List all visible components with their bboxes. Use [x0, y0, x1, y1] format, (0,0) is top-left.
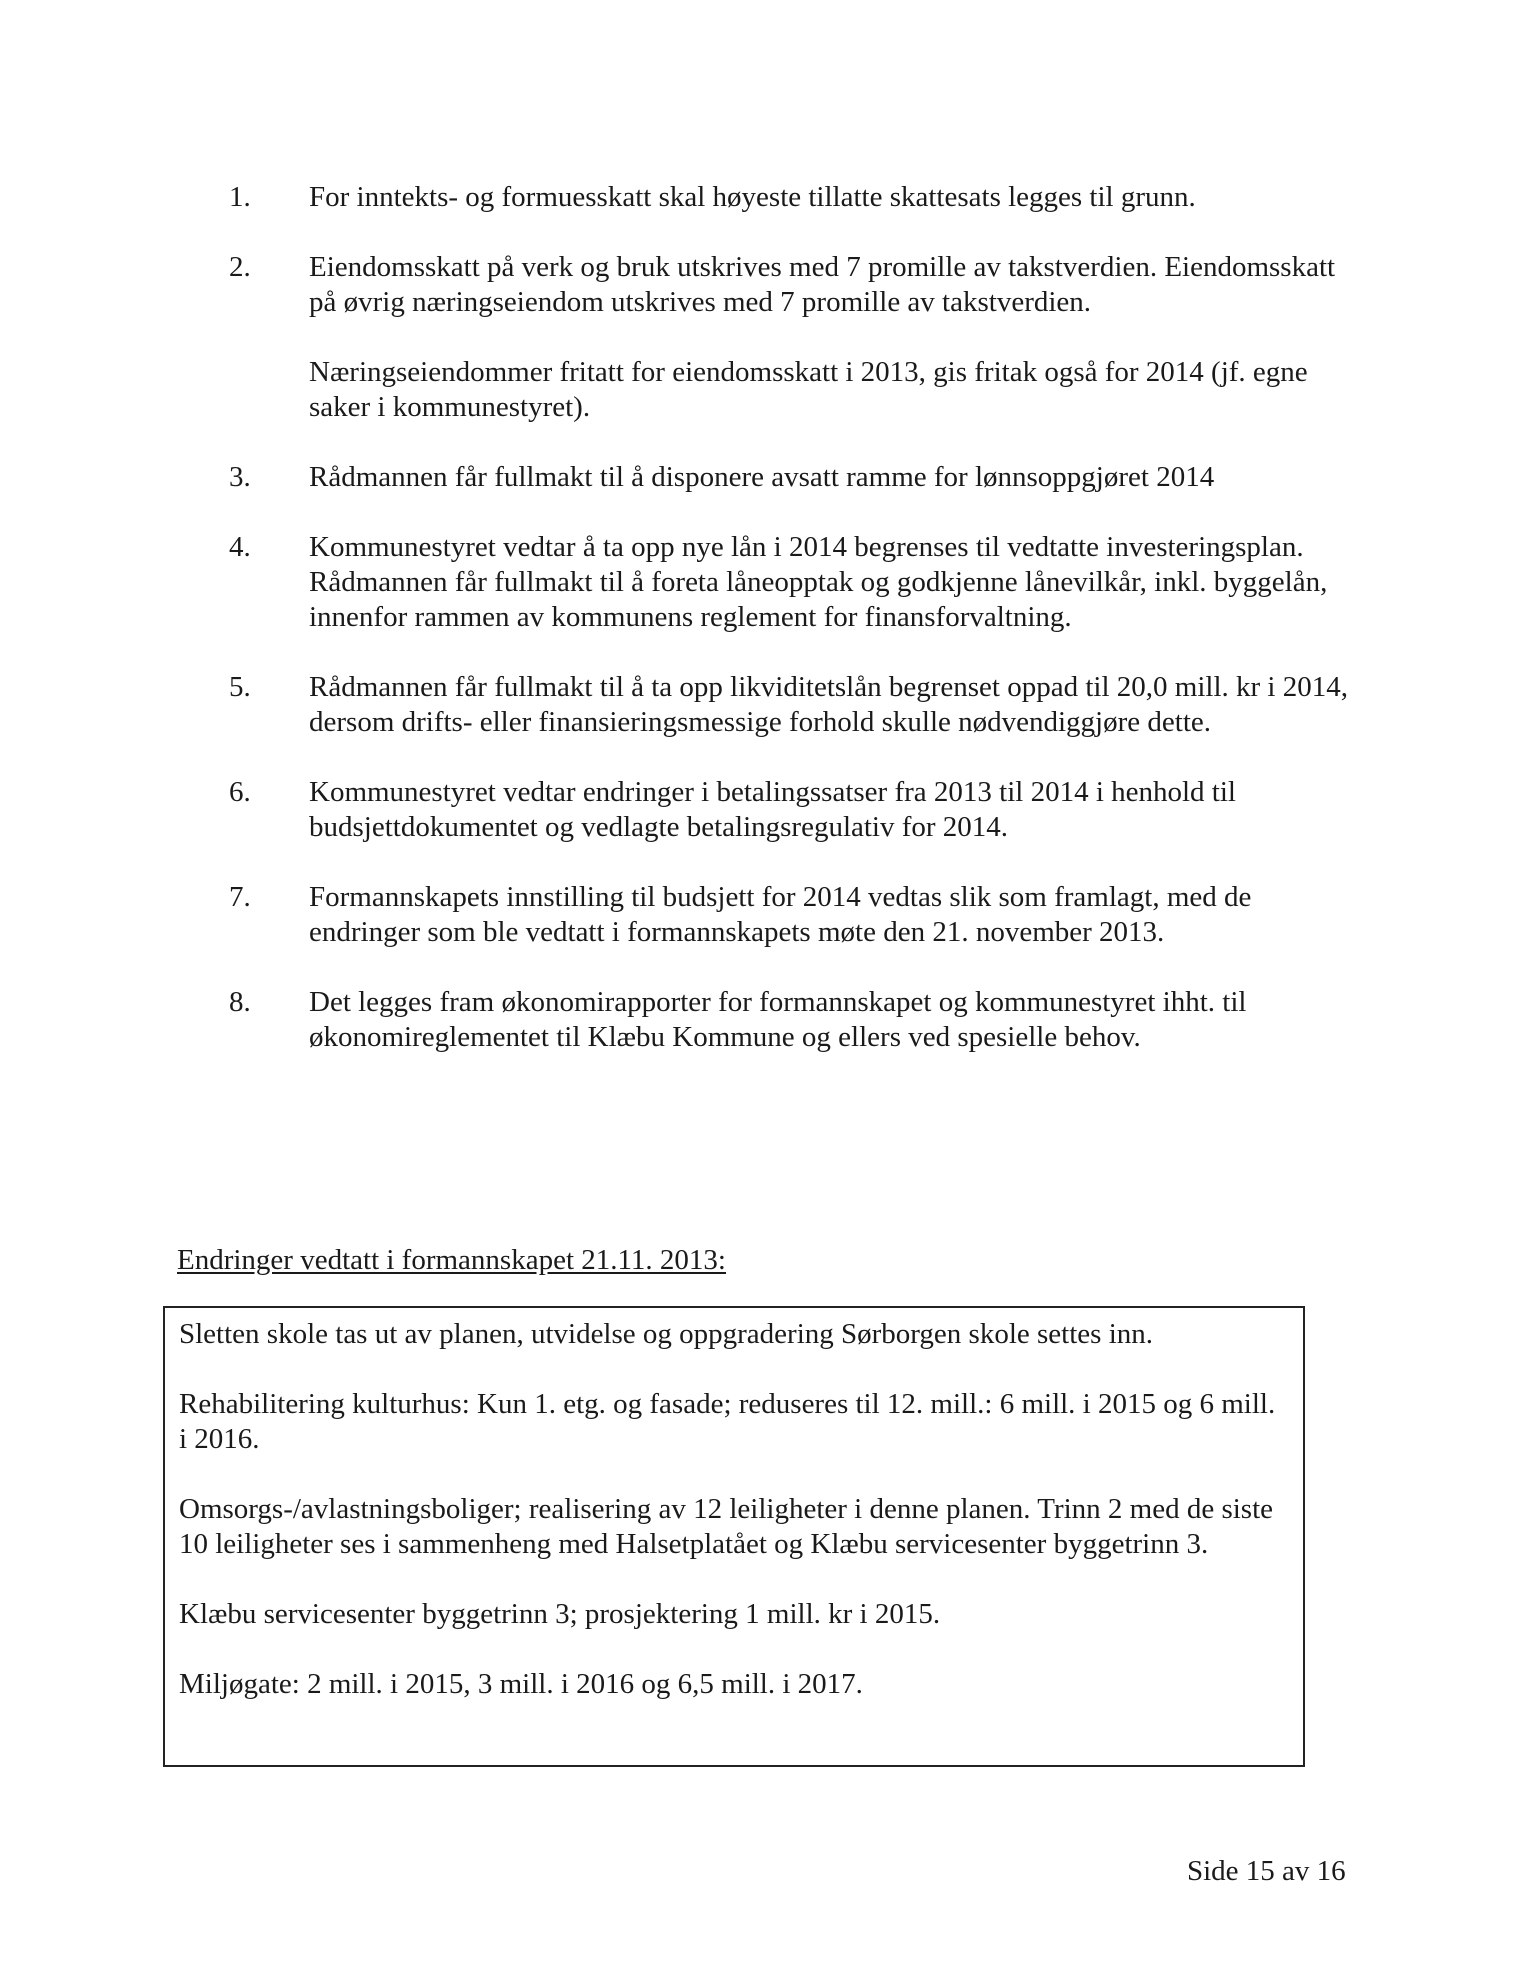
item-number: 1. [229, 181, 251, 213]
item-number: 3. [229, 461, 251, 493]
item-number: 4. [229, 531, 251, 563]
change-item: Klæbu servicesenter byggetrinn 3; prosjektering 1 mill. kr i 2015. [179, 1598, 941, 1630]
item-text: Næringseiendommer fritatt for eiendomsskatt i 2013, gis fritak også for 2014 (jf. egne saker i kommunestyret). [309, 356, 1308, 423]
item-text: Det legges fram økonomirapporter for formannskapet og kommunestyret ihht. til økonomireglementet til Klæbu Kommune og ellers ved spesielle behov. [309, 986, 1247, 1053]
item-text: Kommunestyret vedtar endringer i betalingssatser fra 2013 til 2014 i henhold til budsjettdokumentet og vedlagte betalingsregulativ for 2014. [309, 776, 1236, 843]
item-number: 8. [229, 986, 251, 1018]
decision-list [229, 180, 1349, 1090]
change-item: Rehabilitering kulturhus: Kun 1. etg. og fasade; reduseres til 12. mill.: 6 mill. i 2015 og 6 mill. i 2016. [179, 1388, 1276, 1455]
item-text: Rådmannen får fullmakt til å disponere avsatt ramme for lønnsoppgjøret 2014 [309, 461, 1215, 493]
item-text: Rådmannen får fullmakt til å ta opp likviditetslån begrenset oppad til 20,0 mill. kr i 2014, dersom drifts- eller finansieringsmessige forhold skulle nødvendiggjøre dette. [309, 671, 1348, 738]
item-text: Eiendomsskatt på verk og bruk utskrives med 7 promille av takstverdien. Eiendomsskatt på øvrig næringseiendom utskrives med 7 promille av takstverdien. [309, 251, 1336, 318]
item-text: Formannskapets innstilling til budsjett for 2014 vedtas slik som framlagt, med de endringer som ble vedtatt i formannskapets møte den 21. november 2013. [309, 881, 1252, 948]
item-number: 7. [229, 881, 251, 913]
item-number: 5. [229, 671, 251, 703]
list-item [229, 985, 1349, 1055]
list-item [229, 530, 1349, 635]
item-number: 6. [229, 776, 251, 808]
list-item [229, 460, 1349, 495]
item-text: For inntekts- og formuesskatt skal høyeste tillatte skattesats legges til grunn. [309, 181, 1196, 213]
list-item [229, 180, 1349, 215]
list-item [229, 775, 1349, 845]
list-item [229, 670, 1349, 740]
page-number: Side 15 av 16 [1187, 1855, 1346, 1887]
changes-box [163, 1306, 1305, 1767]
changes-heading: Endringer vedtatt i formannskapet 21.11. 2013: [177, 1244, 726, 1276]
change-item: Sletten skole tas ut av planen, utvidelse og oppgradering Sørborgen skole settes inn. [179, 1318, 1154, 1350]
item-number: 2. [229, 251, 251, 283]
change-item: Omsorgs-/avlastningsboliger; realisering av 12 leiligheter i denne planen. Trinn 2 med de siste 10 leiligheter ses i sammenheng med Halsetplatået og Klæbu servicesenter byggetrinn 3. [179, 1493, 1274, 1560]
item-text: Kommunestyret vedtar å ta opp nye lån i 2014 begrenses til vedtatte investeringsplan. Rådmannen får fullmakt til å foreta låneopptak og godkjenne lånevilkår, inkl. byggelån, innenfor rammen av kommunens reglement for finansforvaltning. [309, 531, 1328, 633]
change-item: Miljøgate: 2 mill. i 2015, 3 mill. i 2016 og 6,5 mill. i 2017. [179, 1668, 863, 1700]
list-item [229, 250, 1349, 425]
list-item [229, 880, 1349, 950]
